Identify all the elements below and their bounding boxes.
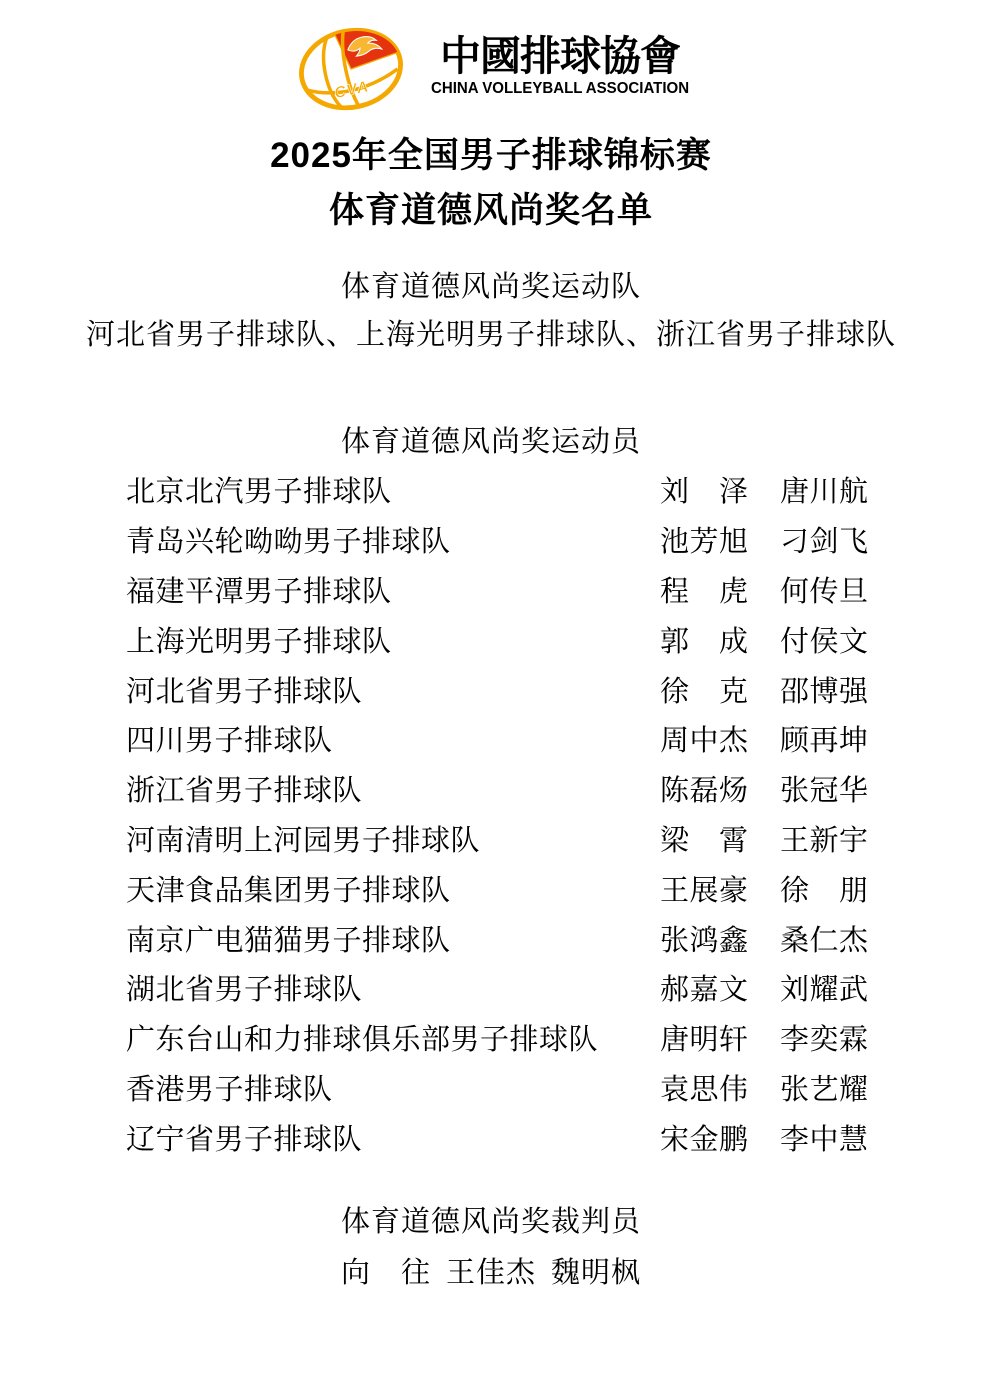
- logo-text-block: [427, 26, 693, 97]
- table-row: [0, 814, 982, 864]
- table-row: [0, 1063, 982, 1113]
- team-name: 南京广电猫猫男子排球队: [126, 924, 451, 957]
- table-row: [0, 515, 982, 565]
- document-title-line1: 2025年全国男子排球锦标赛: [270, 136, 712, 175]
- player-name: 张艺耀: [780, 1073, 869, 1106]
- athlete-award-list: [0, 465, 982, 1162]
- table-row: [0, 465, 982, 515]
- referee-award-heading: 体育道德风尚奖裁判员: [340, 1206, 641, 1239]
- logo-name-en: CHINA VOLLEYBALL ASSOCIATION: [430, 80, 690, 97]
- player-name: 陈磊炀: [660, 775, 749, 808]
- player-name: 袁思伟: [660, 1073, 749, 1106]
- player-name: 付侯文: [780, 625, 869, 658]
- player-name: 徐 克: [660, 675, 749, 708]
- team-name: 辽宁省男子排球队: [126, 1123, 363, 1156]
- team-name: 湖北省男子排球队: [126, 974, 363, 1007]
- team-award-heading: 体育道德风尚奖运动队: [340, 271, 641, 303]
- team-award-teams: 河北省男子排球队、上海光明男子排球队、浙江省男子排球队: [85, 319, 896, 351]
- team-name: 广东台山和力排球俱乐部男子排球队: [126, 1024, 599, 1057]
- team-name: 北京北汽男子排球队: [126, 476, 392, 509]
- team-name: 四川男子排球队: [126, 725, 333, 758]
- table-row: [0, 963, 982, 1013]
- referee-name: 向 往: [340, 1257, 431, 1290]
- player-name: 宋金鹏: [660, 1123, 749, 1156]
- player-name: 徐 朋: [780, 874, 869, 907]
- player-name: 唐明轩: [660, 1024, 749, 1057]
- referee-award-list: [0, 1257, 982, 1289]
- team-name: 上海光明男子排球队: [126, 625, 392, 658]
- player-name: 桑仁杰: [780, 924, 869, 957]
- referee-name: 魏明枫: [551, 1257, 642, 1290]
- player-name: 刁剑飞: [780, 526, 869, 559]
- table-row: [0, 863, 982, 913]
- table-row: [0, 614, 982, 664]
- player-name: 郝嘉文: [660, 974, 749, 1007]
- volleyball-icon: [289, 26, 413, 112]
- document-title-line2: 体育道德风尚奖名单: [328, 191, 653, 230]
- player-name: 程 虎: [660, 575, 749, 608]
- player-name: 刘 泽: [660, 476, 749, 509]
- table-row: [0, 1013, 982, 1063]
- table-row: [0, 913, 982, 963]
- team-name: 天津食品集团男子排球队: [126, 874, 451, 907]
- team-name: 河南清明上河园男子排球队: [126, 824, 481, 857]
- referee-name: 王佳杰: [445, 1257, 536, 1290]
- player-name: 李中慧: [780, 1123, 869, 1156]
- player-name: 郭 成: [660, 625, 749, 658]
- team-name: 香港男子排球队: [126, 1073, 333, 1106]
- player-name: 王展豪: [660, 874, 749, 907]
- player-name: 张鸿鑫: [660, 924, 749, 957]
- cva-text: CVA: [332, 78, 371, 103]
- athlete-award-heading: 体育道德风尚奖运动员: [340, 426, 641, 458]
- table-row: [0, 565, 982, 615]
- team-name: 河北省男子排球队: [126, 675, 363, 708]
- player-name: 唐川航: [780, 476, 869, 509]
- team-name: 福建平潭男子排球队: [126, 575, 392, 608]
- player-name: 张冠华: [780, 775, 869, 808]
- table-row: [0, 764, 982, 814]
- table-row: [0, 664, 982, 714]
- team-name: 青岛兴轮呦呦男子排球队: [126, 526, 451, 559]
- player-name: 刘耀武: [780, 974, 869, 1007]
- logo-name-cn: 中國排球協會: [440, 33, 680, 79]
- player-name: 周中杰: [660, 725, 749, 758]
- player-name: 何传旦: [780, 575, 869, 608]
- player-name: 邵博强: [780, 675, 869, 708]
- player-name: 李奕霖: [780, 1024, 869, 1057]
- player-name: 王新宇: [780, 824, 869, 857]
- player-name: 梁 霄: [660, 824, 749, 857]
- team-name: 浙江省男子排球队: [126, 775, 363, 808]
- player-name: 池芳旭: [660, 526, 749, 559]
- player-name: 顾再坤: [780, 725, 869, 758]
- table-row: [0, 714, 982, 764]
- table-row: [0, 1112, 982, 1162]
- cva-logo: [0, 0, 982, 112]
